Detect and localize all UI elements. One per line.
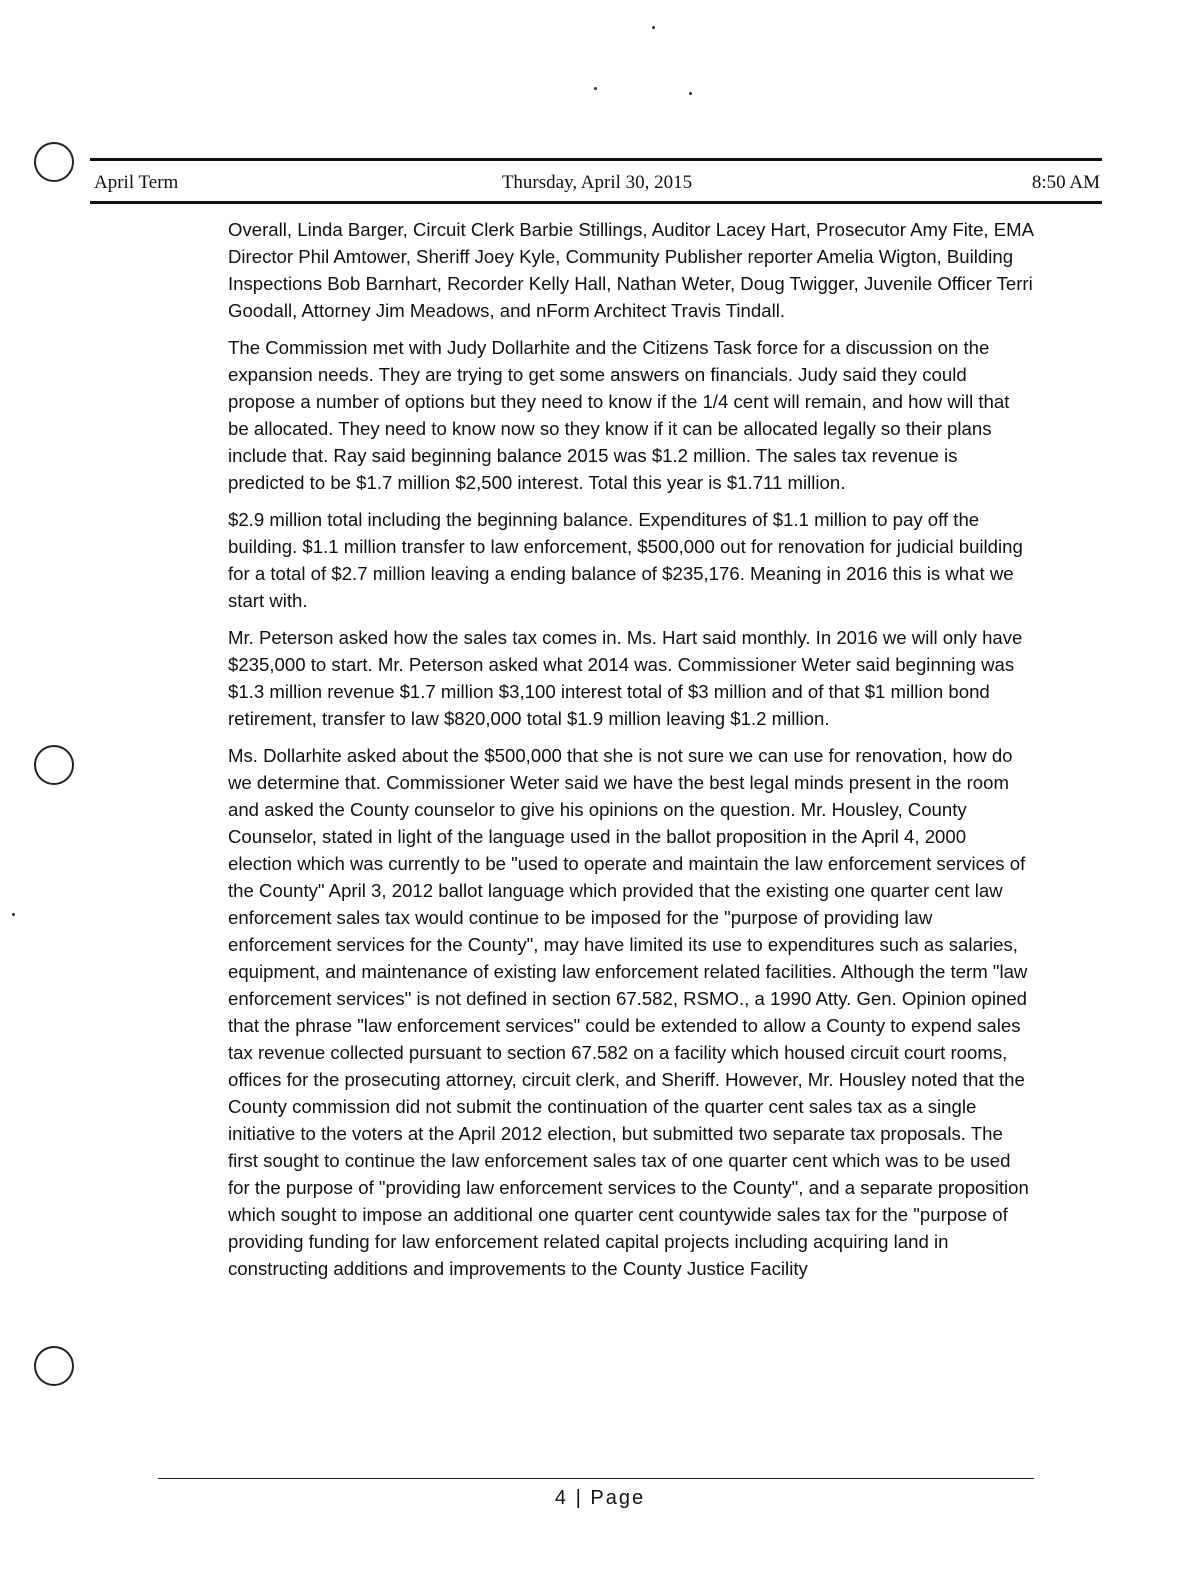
scan-speck [652,26,655,29]
punch-hole-middle [34,745,74,785]
sales-tax-paragraph: Mr. Peterson asked how the sales tax comes in. Ms. Hart said monthly. In 2016 we will only have $235,000 to start. Mr. Peterson asked what 2014 was. Commissioner Weter said beginning was $1.3 million revenue $1.7 million $3,100 interest total of $3 million and of that $1 million bond retirement, transfer to law $820,000 total $1.9 million leaving $1.2 million. [228,627,1023,729]
legal-opinion-paragraph: Ms. Dollarhite asked about the $500,000 that she is not sure we can use for renovation, how do we determine that. Commissioner Weter said we have the best legal minds present in the room and asked the County counselor to give his opinions on the question. Mr. Housley, County Counselor, stated in light of the language used in the ballot proposition in the April 4, 2000 election which was currently to be "used to operate and maintain the law enforcement services of the County" April 3, 2012 ballot language which provided that the existing one quarter cent law enforcement sales tax would continue to be imposed for the "purpose of providing law enforcement services for the County", may have limited its use to expenditures such as salaries, equipment, and maintenance of existing law enforcement related facilities. Although the term "law enforcement services" is not defined in section 67.582, RSMO., a 1990 Atty. Gen. Opinion opined that the phrase "law enforcement services" could be extended to allow a County to expend sales tax revenue collected pursuant to section 67.582 on a facility which housed circuit court rooms, offices for the prosecuting attorney, circuit clerk, and Sheriff. However, Mr. Housley noted that the County commission did not submit the continuation of the quarter cent sales tax as a single initiative to the voters at the April 2012 election, but submitted two separate tax proposals. The first sought to continue the law enforcement sales tax of one quarter cent which was to be used for the purpose of "providing law enforcement services to the County", and a separate proposition which sought to impose an additional one quarter cent countywide sales tax for the "purpose of providing funding for law enforcement related capital projects including acquiring land in constructing additions and improvements to the County Justice Facility [228,745,1029,1279]
attendees-paragraph: Overall, Linda Barger, Circuit Clerk Barbie Stillings, Auditor Lacey Hart, Prosecutor Amy Fite, EMA Director Phil Amtower, Sheriff Joey Kyle, Community Publisher reporter Amelia Wigton, Building Inspections Bob Barnhart, Recorder Kelly Hall, Nathan Weter, Doug Twigger, Juvenile Officer Terri Goodall, Attorney Jim Meadows, and nForm Architect Travis Tindall. [228,219,1034,321]
scan-speck [12,913,15,916]
page-header [94,168,1100,196]
task-force-paragraph: The Commission met with Judy Dollarhite and the Citizens Task force for a discussion on the expansion needs. They are trying to get some answers on financials. Judy said they could propose a number of options but they need to know if the 1/4 cent will remain, and how will that be allocated. They need to know now so they know if it can be allocated legally so their plans include that. Ray said beginning balance 2015 was $1.2 million. The sales tax revenue is predicted to be $1.7 million $2,500 interest. Total this year is $1.711 million. [228,337,1010,493]
punch-hole-top [34,142,74,182]
expenditures-paragraph: $2.9 million total including the beginning balance. Expenditures of $1.1 million to pay off the building. $1.1 million transfer to law enforcement, $500,000 out for renovation for judicial building for a total of $2.7 million leaving a ending balance of $235,176. Meaning in 2016 this is what we start with. [228,509,1023,611]
header-top-rule [90,158,1102,161]
punch-hole-bottom [34,1346,74,1386]
page-number: 4 | Page [554,1487,646,1509]
footer-rule [158,1478,1034,1479]
header-term: April Term [94,172,179,193]
header-bottom-rule [90,201,1102,204]
scan-speck [594,87,597,90]
header-date: Thursday, April 30, 2015 [501,172,693,193]
header-time: 8:50 AM [1031,172,1100,193]
minutes-body [228,216,1034,1292]
scan-speck [689,92,692,95]
